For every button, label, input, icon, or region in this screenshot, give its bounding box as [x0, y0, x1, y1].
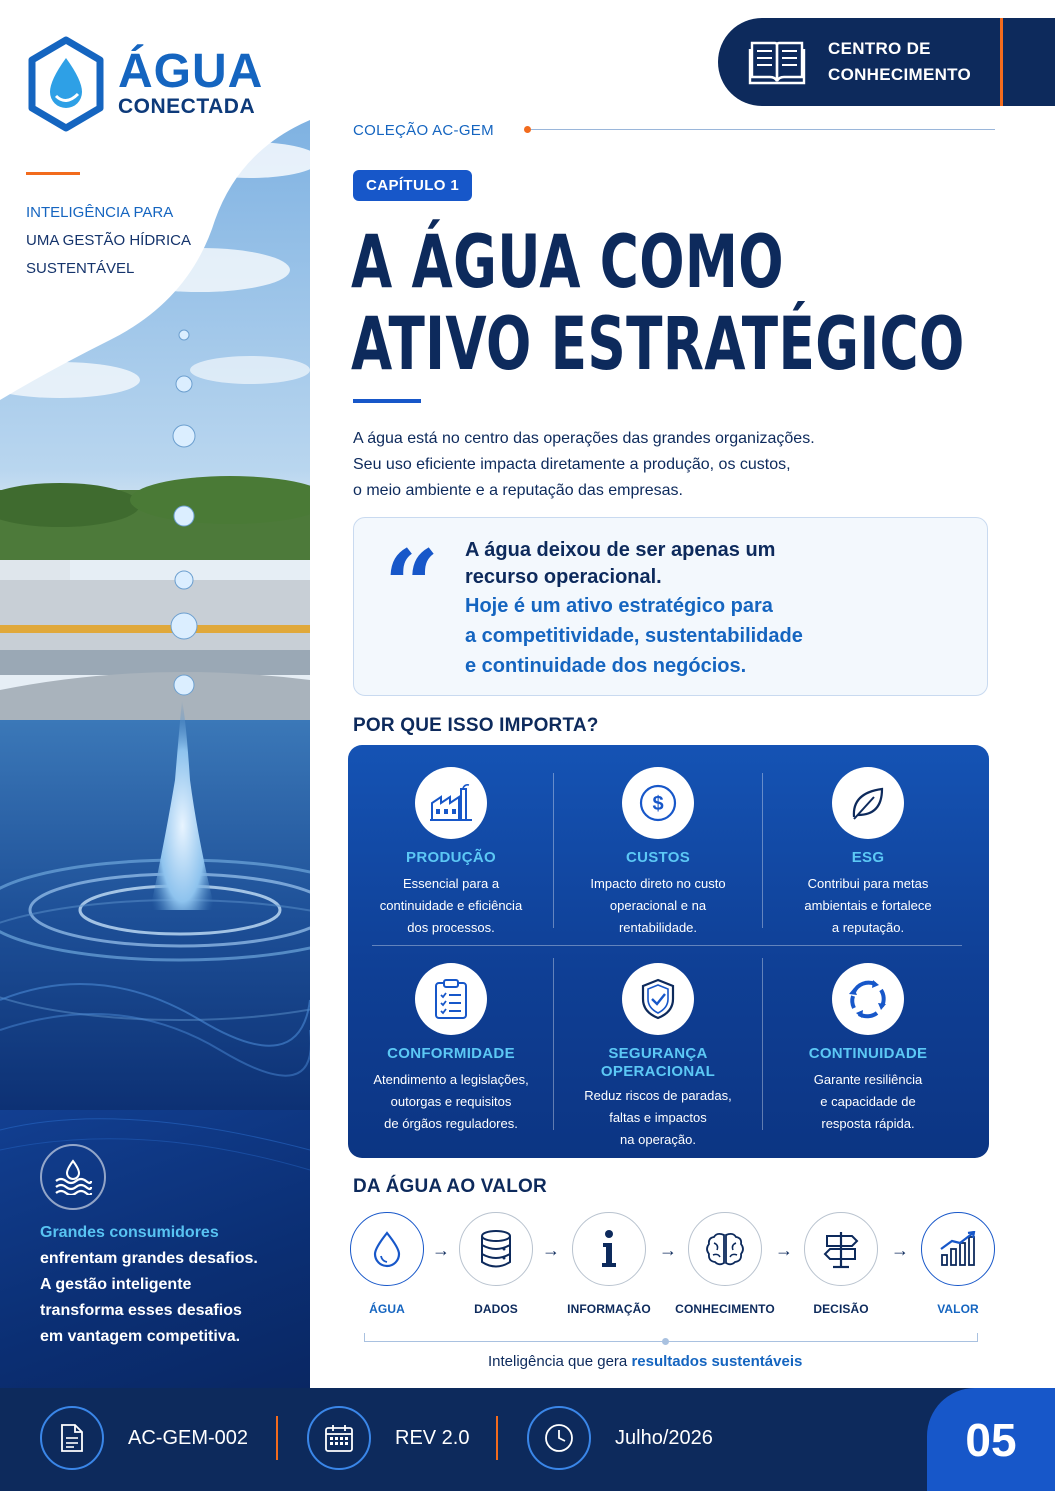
intro-line: A água está no centro das operações das grandes organizações.: [353, 430, 815, 447]
grid-divider: [762, 958, 763, 1130]
intro-paragraph: [353, 426, 873, 504]
arrow-right-icon: →: [775, 1240, 793, 1260]
water-waves-icon: [40, 1144, 106, 1210]
badge-line1: CENTRO DE: [828, 39, 931, 58]
desc-line: continuidade e eficiência: [379, 898, 523, 913]
collection-label: COLEÇÃO AC-GEM: [353, 122, 494, 139]
flow-step-valor: [903, 1212, 1013, 1316]
desc-line: Contribui para metas: [807, 876, 929, 891]
signpost-icon: [804, 1212, 878, 1286]
flow-step-decisao: [786, 1212, 896, 1316]
revision-text: REV 2.0: [395, 1426, 470, 1449]
arrow-right-icon: →: [542, 1240, 560, 1260]
desc-line: Reduz riscos de paradas,: [584, 1088, 732, 1103]
knowledge-center-badge: [718, 18, 1055, 106]
why-item-label: PRODUÇÃO: [406, 849, 496, 866]
badge-line2: CONHECIMENTO: [828, 65, 972, 84]
why-item-desc: [348, 1069, 554, 1135]
page-number: 05: [927, 1388, 1055, 1491]
why-item-conformidade: [348, 963, 554, 1135]
why-item-label: [555, 1045, 761, 1081]
flow-step-label: DECISÃO: [813, 1302, 869, 1316]
quote-line: Hoje é um ativo estratégico para: [465, 595, 773, 617]
side-callout-panel: [0, 1110, 310, 1388]
footer-doc-code: [40, 1406, 248, 1470]
desc-line: ambientais e fortalece: [804, 898, 932, 913]
quote-mark-icon: “: [384, 529, 440, 642]
why-item-seguranca: [555, 963, 761, 1151]
flow-step-label: VALOR: [937, 1302, 979, 1316]
desc-line: Essencial para a: [402, 876, 500, 891]
quote-box: [353, 517, 988, 696]
leaf-icon: [832, 767, 904, 839]
doc-code-text: AC-GEM-002: [128, 1426, 249, 1449]
desc-line: Atendimento a legislações,: [373, 1072, 529, 1087]
flow-step-label: INFORMAÇÃO: [567, 1302, 651, 1316]
footer-separator: [276, 1416, 278, 1460]
desc-line: a reputação.: [831, 920, 905, 935]
chapter-badge: CAPÍTULO 1: [353, 170, 472, 201]
desc-line: na operação.: [620, 1132, 696, 1147]
value-chain-bracket: [364, 1332, 978, 1342]
flow-step-conhecimento: [670, 1212, 780, 1316]
title-underline: [353, 399, 421, 403]
arrow-right-icon: →: [659, 1240, 677, 1260]
desc-line: rentabilidade.: [618, 920, 698, 935]
tagline-line: UMA GESTÃO HÍDRICA: [26, 232, 192, 249]
why-item-label: CONFORMIDADE: [387, 1045, 515, 1062]
callout-highlight: Grandes consumidores: [40, 1224, 219, 1241]
clipboard-icon: [415, 963, 487, 1035]
calendar-icon: [307, 1406, 371, 1470]
desc-line: e capacidade de: [820, 1094, 916, 1109]
tagline-line: SUSTENTÁVEL: [26, 260, 135, 277]
hexagon-drop-icon: [26, 36, 106, 132]
info-icon: [572, 1212, 646, 1286]
why-item-desc: [555, 873, 761, 939]
why-it-matters-panel: [348, 745, 989, 1158]
why-item-producao: [348, 767, 554, 939]
callout-line: enfrentam grandes desafios.: [40, 1250, 258, 1267]
flow-step-label: ÁGUA: [369, 1302, 405, 1316]
desc-line: resposta rápida.: [821, 1116, 915, 1131]
why-item-custos: [555, 767, 761, 939]
growth-chart-icon: [921, 1212, 995, 1286]
label-line2: OPERACIONAL: [600, 1063, 716, 1080]
flow-step-label: CONHECIMENTO: [675, 1302, 775, 1316]
note-prefix: Inteligência que gera: [488, 1353, 632, 1370]
page-footer: [0, 1388, 1055, 1491]
why-item-esg: [765, 767, 971, 939]
quote-line: e continuidade dos negócios.: [465, 655, 747, 677]
footer-separator: [496, 1416, 498, 1460]
bracket-dot: [662, 1338, 669, 1345]
quote-text: [465, 537, 965, 681]
bracket-tick: [364, 1333, 365, 1342]
brand-logo: [26, 36, 263, 132]
callout-line: transforma esses desafios: [40, 1302, 242, 1319]
title-line2: ATIVO ESTRATÉGICO: [351, 302, 965, 387]
note-highlight: resultados sustentáveis: [631, 1353, 803, 1370]
quote-line: A água deixou de ser apenas um: [465, 539, 776, 561]
callout-line: A gestão inteligente: [40, 1276, 192, 1293]
callout-line: em vantagem competitiva.: [40, 1328, 241, 1345]
shield-icon: [622, 963, 694, 1035]
desc-line: Impacto direto no custo: [590, 876, 726, 891]
document-icon: [40, 1406, 104, 1470]
intro-line: o meio ambiente e a reputação das empresas.: [353, 482, 683, 499]
desc-line: de órgãos reguladores.: [384, 1116, 518, 1131]
collection-dot: [524, 126, 531, 133]
why-item-label: CONTINUIDADE: [808, 1045, 928, 1062]
desc-line: dos processos.: [407, 920, 495, 935]
database-icon: [459, 1212, 533, 1286]
title-line1: A ÁGUA COMO: [351, 220, 784, 305]
desc-line: faltas e impactos: [609, 1110, 707, 1125]
brain-icon: [688, 1212, 762, 1286]
label-line1: SEGURANÇA: [608, 1045, 708, 1062]
brand-tagline: [26, 199, 246, 283]
drop-icon: [350, 1212, 424, 1286]
brand-name-line1: ÁGUA: [118, 45, 264, 98]
arrow-right-icon: →: [891, 1240, 909, 1260]
orange-divider: [26, 172, 80, 175]
desc-line: operacional e na: [609, 898, 707, 913]
page-title: [351, 222, 965, 386]
quote-line: a competitividade, sustentabilidade: [465, 625, 803, 647]
side-callout-text: [40, 1220, 300, 1350]
arrow-right-icon: →: [432, 1240, 450, 1260]
why-item-desc: [555, 1085, 761, 1151]
bracket-tick: [977, 1333, 978, 1342]
why-item-desc: [765, 873, 971, 939]
why-item-desc: [348, 873, 554, 939]
collection-rule: [527, 129, 995, 130]
quote-line: recurso operacional.: [465, 566, 662, 588]
value-chain-flow: [349, 1212, 999, 1322]
why-item-label: CUSTOS: [625, 849, 691, 866]
desc-line: Garante resiliência: [813, 1072, 923, 1087]
date-text: Julho/2026: [615, 1426, 713, 1449]
flow-step-agua: [332, 1212, 442, 1316]
brand-name-line2: CONECTADA: [118, 95, 256, 118]
svg-text:$: $: [652, 793, 664, 815]
tagline-line: INTELIGÊNCIA PARA: [26, 204, 174, 221]
factory-icon: [415, 767, 487, 839]
dollar-icon: [622, 767, 694, 839]
value-chain-title: DA ÁGUA AO VALOR: [353, 1176, 547, 1197]
footer-revision: [307, 1406, 469, 1470]
why-item-label: ESG: [851, 849, 885, 866]
clock-icon: [527, 1406, 591, 1470]
why-item-continuidade: [765, 963, 971, 1135]
desc-line: outorgas e requisitos: [390, 1094, 512, 1109]
footer-date: [527, 1406, 713, 1470]
flow-step-dados: [441, 1212, 551, 1316]
grid-divider: [372, 945, 962, 946]
open-book-icon: [748, 37, 806, 87]
value-chain-note: [488, 1353, 802, 1370]
grid-divider: [762, 773, 763, 928]
flow-step-informacao: [554, 1212, 664, 1316]
flow-step-label: DADOS: [474, 1302, 518, 1316]
intro-line: Seu uso eficiente impacta diretamente a produção, os custos,: [353, 456, 791, 473]
why-item-desc: [765, 1069, 971, 1135]
cycle-icon: [832, 963, 904, 1035]
left-column: [0, 0, 310, 1388]
why-section-title: POR QUE ISSO IMPORTA?: [353, 715, 599, 736]
badge-accent-bar: [1000, 18, 1003, 106]
